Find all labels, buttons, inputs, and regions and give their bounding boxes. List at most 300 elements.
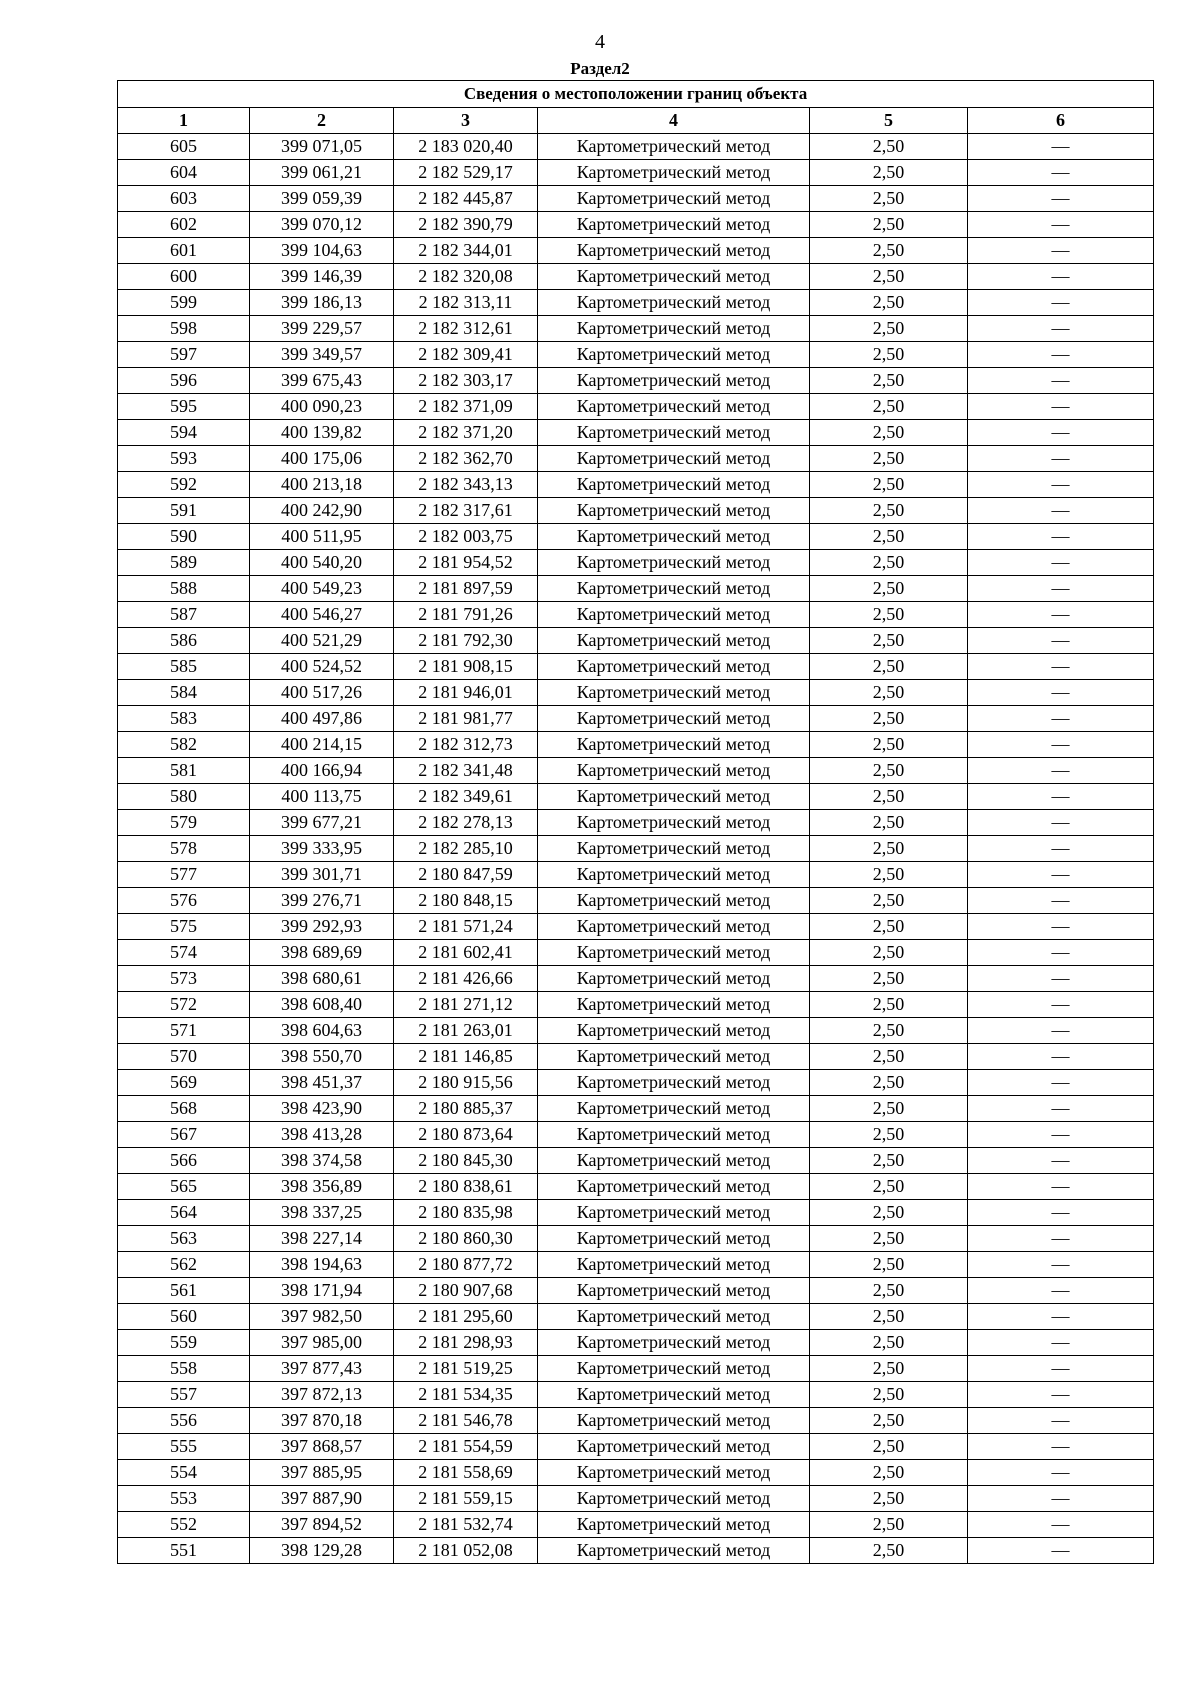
- table-cell: Картометрический метод: [538, 1278, 810, 1304]
- table-cell: —: [968, 732, 1154, 758]
- table-cell: Картометрический метод: [538, 628, 810, 654]
- table-cell: 2 181 146,85: [394, 1044, 538, 1070]
- table-cell: 398 337,25: [250, 1200, 394, 1226]
- table-cell: 397 887,90: [250, 1486, 394, 1512]
- table-cell: 397 894,52: [250, 1512, 394, 1538]
- table-cell: 2 181 532,74: [394, 1512, 538, 1538]
- table-cell: 399 675,43: [250, 368, 394, 394]
- table-cell: 399 301,71: [250, 862, 394, 888]
- table-cell: 398 680,61: [250, 966, 394, 992]
- table-row: [118, 576, 1154, 602]
- table-cell: —: [968, 862, 1154, 888]
- table-cell: 398 550,70: [250, 1044, 394, 1070]
- table-cell: 2,50: [810, 966, 968, 992]
- table-cell: Картометрический метод: [538, 394, 810, 420]
- table-cell: —: [968, 1304, 1154, 1330]
- table-cell: 586: [118, 628, 250, 654]
- table-cell: 2 182 317,61: [394, 498, 538, 524]
- table-cell: Картометрический метод: [538, 212, 810, 238]
- table-row: [118, 654, 1154, 680]
- table-cell: 2 180 860,30: [394, 1226, 538, 1252]
- table-cell: —: [968, 914, 1154, 940]
- table-cell: 559: [118, 1330, 250, 1356]
- table-cell: Картометрический метод: [538, 186, 810, 212]
- table-cell: 554: [118, 1460, 250, 1486]
- table-cell: —: [968, 1486, 1154, 1512]
- table-cell: 400 139,82: [250, 420, 394, 446]
- table-cell: 397 870,18: [250, 1408, 394, 1434]
- table-cell: 552: [118, 1512, 250, 1538]
- table-cell: 399 070,12: [250, 212, 394, 238]
- table-cell: 2 181 559,15: [394, 1486, 538, 1512]
- table-cell: 2 181 571,24: [394, 914, 538, 940]
- table-cell: —: [968, 576, 1154, 602]
- table-row: [118, 680, 1154, 706]
- table-row: [118, 992, 1154, 1018]
- table-cell: 398 227,14: [250, 1226, 394, 1252]
- table-cell: 2 183 020,40: [394, 134, 538, 160]
- table-cell: 2,50: [810, 1460, 968, 1486]
- table-cell: 2,50: [810, 290, 968, 316]
- table-cell: 2,50: [810, 160, 968, 186]
- table-cell: 2,50: [810, 1538, 968, 1564]
- table-cell: 398 129,28: [250, 1538, 394, 1564]
- table-cell: 2 181 263,01: [394, 1018, 538, 1044]
- table-cell: 2,50: [810, 992, 968, 1018]
- table-row: [118, 966, 1154, 992]
- table-cell: 2 182 341,48: [394, 758, 538, 784]
- table-cell: 2,50: [810, 1486, 968, 1512]
- table-cell: —: [968, 1226, 1154, 1252]
- table-cell: 2,50: [810, 1200, 968, 1226]
- table-cell: 2,50: [810, 706, 968, 732]
- table-row: [118, 1148, 1154, 1174]
- table-cell: 2,50: [810, 1174, 968, 1200]
- table-cell: 572: [118, 992, 250, 1018]
- table-cell: 2,50: [810, 264, 968, 290]
- table-cell: 400 540,20: [250, 550, 394, 576]
- table-cell: 2,50: [810, 732, 968, 758]
- page-number: 4: [595, 31, 605, 53]
- table-cell: 2 181 954,52: [394, 550, 538, 576]
- table-cell: Картометрический метод: [538, 1486, 810, 1512]
- table-cell: 2,50: [810, 186, 968, 212]
- table-cell: —: [968, 1434, 1154, 1460]
- table-cell: 2 182 529,17: [394, 160, 538, 186]
- boundary-coordinates-table: [117, 80, 1154, 1564]
- table-cell: 2,50: [810, 1382, 968, 1408]
- table-cell: 2,50: [810, 1330, 968, 1356]
- column-header: 3: [394, 108, 538, 134]
- table-cell: 558: [118, 1356, 250, 1382]
- table-cell: 397 872,13: [250, 1382, 394, 1408]
- table-cell: —: [968, 134, 1154, 160]
- table-cell: 561: [118, 1278, 250, 1304]
- table-row: [118, 1174, 1154, 1200]
- table-cell: —: [968, 1460, 1154, 1486]
- table-cell: 2,50: [810, 420, 968, 446]
- table-cell: Картометрический метод: [538, 1512, 810, 1538]
- table-cell: Картометрический метод: [538, 316, 810, 342]
- table-cell: 2,50: [810, 758, 968, 784]
- table-cell: 595: [118, 394, 250, 420]
- table-cell: 2 182 371,09: [394, 394, 538, 420]
- table-cell: 400 090,23: [250, 394, 394, 420]
- table-cell: —: [968, 446, 1154, 472]
- table-cell: 2 181 602,41: [394, 940, 538, 966]
- table-cell: 2,50: [810, 342, 968, 368]
- table-cell: 399 349,57: [250, 342, 394, 368]
- table-cell: 2 181 426,66: [394, 966, 538, 992]
- table-cell: 2,50: [810, 550, 968, 576]
- table-row: [118, 1044, 1154, 1070]
- table-cell: —: [968, 758, 1154, 784]
- table-cell: 568: [118, 1096, 250, 1122]
- table-cell: 569: [118, 1070, 250, 1096]
- table-cell: 571: [118, 1018, 250, 1044]
- table-cell: 399 229,57: [250, 316, 394, 342]
- table-cell: 562: [118, 1252, 250, 1278]
- table-row: [118, 1460, 1154, 1486]
- table-cell: Картометрический метод: [538, 498, 810, 524]
- table-cell: 2 182 003,75: [394, 524, 538, 550]
- table-cell: 584: [118, 680, 250, 706]
- table-cell: 2 181 546,78: [394, 1408, 538, 1434]
- table-cell: Картометрический метод: [538, 1226, 810, 1252]
- table-cell: —: [968, 992, 1154, 1018]
- table-cell: 2 180 847,59: [394, 862, 538, 888]
- table-cell: Картометрический метод: [538, 784, 810, 810]
- table-cell: 400 113,75: [250, 784, 394, 810]
- table-cell: Картометрический метод: [538, 1148, 810, 1174]
- table-cell: Картометрический метод: [538, 706, 810, 732]
- table-cell: 580: [118, 784, 250, 810]
- table-row: [118, 550, 1154, 576]
- table-cell: 2,50: [810, 1044, 968, 1070]
- table-cell: —: [968, 1252, 1154, 1278]
- table-cell: 2 181 981,77: [394, 706, 538, 732]
- table-cell: 2,50: [810, 1148, 968, 1174]
- table-cell: —: [968, 290, 1154, 316]
- table-cell: 2 182 312,61: [394, 316, 538, 342]
- table-row: [118, 212, 1154, 238]
- table-cell: —: [968, 472, 1154, 498]
- table-cell: —: [968, 264, 1154, 290]
- table-cell: 399 677,21: [250, 810, 394, 836]
- table-cell: 400 549,23: [250, 576, 394, 602]
- table-cell: 2,50: [810, 446, 968, 472]
- table-cell: —: [968, 888, 1154, 914]
- table-row: [118, 446, 1154, 472]
- table-cell: —: [968, 342, 1154, 368]
- table-row: [118, 290, 1154, 316]
- table-cell: 2,50: [810, 1018, 968, 1044]
- table-cell: 2 181 946,01: [394, 680, 538, 706]
- table-row: [118, 342, 1154, 368]
- table-cell: Картометрический метод: [538, 758, 810, 784]
- table-cell: —: [968, 1330, 1154, 1356]
- table-cell: —: [968, 940, 1154, 966]
- table-cell: Картометрический метод: [538, 1382, 810, 1408]
- table-cell: 596: [118, 368, 250, 394]
- table-cell: 2,50: [810, 940, 968, 966]
- table-cell: 2,50: [810, 394, 968, 420]
- table-cell: 2 182 278,13: [394, 810, 538, 836]
- table-cell: Картометрический метод: [538, 1018, 810, 1044]
- table-cell: 398 604,63: [250, 1018, 394, 1044]
- table-cell: 398 423,90: [250, 1096, 394, 1122]
- table-cell: 400 521,29: [250, 628, 394, 654]
- table-cell: 2,50: [810, 914, 968, 940]
- table-cell: 397 985,00: [250, 1330, 394, 1356]
- table-cell: Картометрический метод: [538, 654, 810, 680]
- table-cell: 2 181 295,60: [394, 1304, 538, 1330]
- table-cell: —: [968, 160, 1154, 186]
- table-cell: 2 181 792,30: [394, 628, 538, 654]
- table-cell: Картометрический метод: [538, 1304, 810, 1330]
- table-cell: Картометрический метод: [538, 524, 810, 550]
- table-cell: 2,50: [810, 862, 968, 888]
- table-cell: 578: [118, 836, 250, 862]
- table-cell: 399 104,63: [250, 238, 394, 264]
- table-cell: 2 182 362,70: [394, 446, 538, 472]
- table-cell: Картометрический метод: [538, 1044, 810, 1070]
- table-row: [118, 1252, 1154, 1278]
- table-cell: —: [968, 810, 1154, 836]
- table-cell: 398 374,58: [250, 1148, 394, 1174]
- table-cell: 2 180 835,98: [394, 1200, 538, 1226]
- table-cell: 398 171,94: [250, 1278, 394, 1304]
- table-row: [118, 1434, 1154, 1460]
- table-cell: Картометрический метод: [538, 602, 810, 628]
- table-cell: 398 356,89: [250, 1174, 394, 1200]
- table-cell: —: [968, 1070, 1154, 1096]
- table-cell: 2,50: [810, 238, 968, 264]
- table-cell: 2 181 519,25: [394, 1356, 538, 1382]
- table-cell: 2 180 877,72: [394, 1252, 538, 1278]
- table-cell: 2 181 558,69: [394, 1460, 538, 1486]
- table-cell: 400 546,27: [250, 602, 394, 628]
- table-cell: —: [968, 602, 1154, 628]
- table-cell: Картометрический метод: [538, 1538, 810, 1564]
- table-cell: 2 181 908,15: [394, 654, 538, 680]
- table-cell: 2 182 344,01: [394, 238, 538, 264]
- table-cell: —: [968, 316, 1154, 342]
- table-cell: 399 292,93: [250, 914, 394, 940]
- table-cell: 2 181 052,08: [394, 1538, 538, 1564]
- table-cell: 2,50: [810, 1122, 968, 1148]
- table-row: [118, 914, 1154, 940]
- column-header: 2: [250, 108, 394, 134]
- table-cell: 2 182 445,87: [394, 186, 538, 212]
- table-row: [118, 1018, 1154, 1044]
- table-cell: Картометрический метод: [538, 680, 810, 706]
- table-cell: 2,50: [810, 1356, 968, 1382]
- table-cell: 2 181 271,12: [394, 992, 538, 1018]
- table-row: [118, 1122, 1154, 1148]
- table-cell: 400 166,94: [250, 758, 394, 784]
- table-cell: 2,50: [810, 1408, 968, 1434]
- table-cell: 575: [118, 914, 250, 940]
- table-row: [118, 1070, 1154, 1096]
- table-cell: 400 524,52: [250, 654, 394, 680]
- table-cell: 602: [118, 212, 250, 238]
- table-cell: —: [968, 524, 1154, 550]
- table-cell: 2,50: [810, 212, 968, 238]
- table-row: [118, 1512, 1154, 1538]
- table-row: [118, 1538, 1154, 1564]
- table-cell: 2,50: [810, 316, 968, 342]
- table-row: [118, 420, 1154, 446]
- table-cell: —: [968, 680, 1154, 706]
- table-cell: —: [968, 1538, 1154, 1564]
- table-cell: Картометрический метод: [538, 134, 810, 160]
- table-row: [118, 394, 1154, 420]
- table-cell: Картометрический метод: [538, 472, 810, 498]
- table-cell: —: [968, 1408, 1154, 1434]
- table-cell: 579: [118, 810, 250, 836]
- table-cell: 567: [118, 1122, 250, 1148]
- table-row: [118, 1408, 1154, 1434]
- table-cell: Картометрический метод: [538, 1200, 810, 1226]
- table-cell: Картометрический метод: [538, 1096, 810, 1122]
- table-cell: 2 181 298,93: [394, 1330, 538, 1356]
- table-cell: 399 059,39: [250, 186, 394, 212]
- table-cell: 2,50: [810, 810, 968, 836]
- table-cell: Картометрический метод: [538, 1070, 810, 1096]
- table-cell: 2 182 312,73: [394, 732, 538, 758]
- table-cell: 591: [118, 498, 250, 524]
- table-row: [118, 134, 1154, 160]
- table-cell: 2,50: [810, 1304, 968, 1330]
- table-cell: Картометрический метод: [538, 342, 810, 368]
- table-cell: 2 181 554,59: [394, 1434, 538, 1460]
- table-cell: 400 511,95: [250, 524, 394, 550]
- table-cell: Картометрический метод: [538, 992, 810, 1018]
- table-cell: 2,50: [810, 576, 968, 602]
- table-cell: 574: [118, 940, 250, 966]
- table-cell: 2,50: [810, 784, 968, 810]
- table-cell: 599: [118, 290, 250, 316]
- table-cell: 2,50: [810, 1226, 968, 1252]
- table-cell: —: [968, 550, 1154, 576]
- table-cell: —: [968, 420, 1154, 446]
- table-cell: Картометрический метод: [538, 1408, 810, 1434]
- table-cell: 2 182 309,41: [394, 342, 538, 368]
- table-row: [118, 1200, 1154, 1226]
- table-row: [118, 888, 1154, 914]
- table-cell: 2,50: [810, 134, 968, 160]
- table-cell: 2,50: [810, 368, 968, 394]
- table-cell: —: [968, 1018, 1154, 1044]
- table-cell: 400 497,86: [250, 706, 394, 732]
- table-cell: 583: [118, 706, 250, 732]
- table-cell: 398 608,40: [250, 992, 394, 1018]
- table-cell: 556: [118, 1408, 250, 1434]
- table-header-row: [118, 108, 1154, 134]
- table-cell: 2 182 390,79: [394, 212, 538, 238]
- table-cell: 555: [118, 1434, 250, 1460]
- table-cell: —: [968, 212, 1154, 238]
- table-cell: 2 181 791,26: [394, 602, 538, 628]
- table-cell: 2 182 343,13: [394, 472, 538, 498]
- table-cell: Картометрический метод: [538, 264, 810, 290]
- table-cell: Картометрический метод: [538, 1460, 810, 1486]
- table-cell: —: [968, 1356, 1154, 1382]
- table-cell: 2 180 915,56: [394, 1070, 538, 1096]
- table-cell: 400 242,90: [250, 498, 394, 524]
- table-cell: 566: [118, 1148, 250, 1174]
- table-row: [118, 264, 1154, 290]
- table-cell: —: [968, 186, 1154, 212]
- table-cell: 553: [118, 1486, 250, 1512]
- table-cell: Картометрический метод: [538, 290, 810, 316]
- table-cell: 563: [118, 1226, 250, 1252]
- table-cell: Картометрический метод: [538, 810, 810, 836]
- section-title: Раздел2: [570, 59, 630, 78]
- table-cell: 2 182 371,20: [394, 420, 538, 446]
- table-cell: 2,50: [810, 602, 968, 628]
- table-cell: Картометрический метод: [538, 966, 810, 992]
- table-cell: Картометрический метод: [538, 1356, 810, 1382]
- table-cell: 570: [118, 1044, 250, 1070]
- table-cell: 577: [118, 862, 250, 888]
- table-row: [118, 472, 1154, 498]
- table-cell: Картометрический метод: [538, 160, 810, 186]
- table-cell: 582: [118, 732, 250, 758]
- column-header: 6: [968, 108, 1154, 134]
- table-cell: —: [968, 1044, 1154, 1070]
- table-cell: Картометрический метод: [538, 862, 810, 888]
- table-cell: 588: [118, 576, 250, 602]
- table-cell: 2 181 897,59: [394, 576, 538, 602]
- table-cell: 594: [118, 420, 250, 446]
- table-cell: 399 146,39: [250, 264, 394, 290]
- table-cell: 2,50: [810, 1434, 968, 1460]
- table-cell: 2 180 885,37: [394, 1096, 538, 1122]
- table-cell: 2,50: [810, 888, 968, 914]
- table-row: [118, 940, 1154, 966]
- table-cell: Картометрический метод: [538, 1122, 810, 1148]
- column-header: 4: [538, 108, 810, 134]
- table-cell: —: [968, 836, 1154, 862]
- table-row: [118, 810, 1154, 836]
- table-cell: 2,50: [810, 1278, 968, 1304]
- table-cell: 2,50: [810, 472, 968, 498]
- table-cell: Картометрический метод: [538, 914, 810, 940]
- table-cell: —: [968, 1148, 1154, 1174]
- table-cell: 604: [118, 160, 250, 186]
- table-cell: Картометрический метод: [538, 550, 810, 576]
- table-row: [118, 628, 1154, 654]
- table-cell: 2 182 320,08: [394, 264, 538, 290]
- table-row: [118, 784, 1154, 810]
- table-cell: 605: [118, 134, 250, 160]
- table-cell: 2,50: [810, 680, 968, 706]
- table-cell: 560: [118, 1304, 250, 1330]
- table-cell: 557: [118, 1382, 250, 1408]
- table-cell: —: [968, 238, 1154, 264]
- table-cell: 398 689,69: [250, 940, 394, 966]
- table-cell: 2,50: [810, 524, 968, 550]
- table-cell: —: [968, 1096, 1154, 1122]
- table-cell: —: [968, 628, 1154, 654]
- table-cell: 2 182 285,10: [394, 836, 538, 862]
- table-cell: —: [968, 394, 1154, 420]
- table-cell: 2 180 907,68: [394, 1278, 538, 1304]
- table-cell: 2,50: [810, 1252, 968, 1278]
- table-cell: —: [968, 1512, 1154, 1538]
